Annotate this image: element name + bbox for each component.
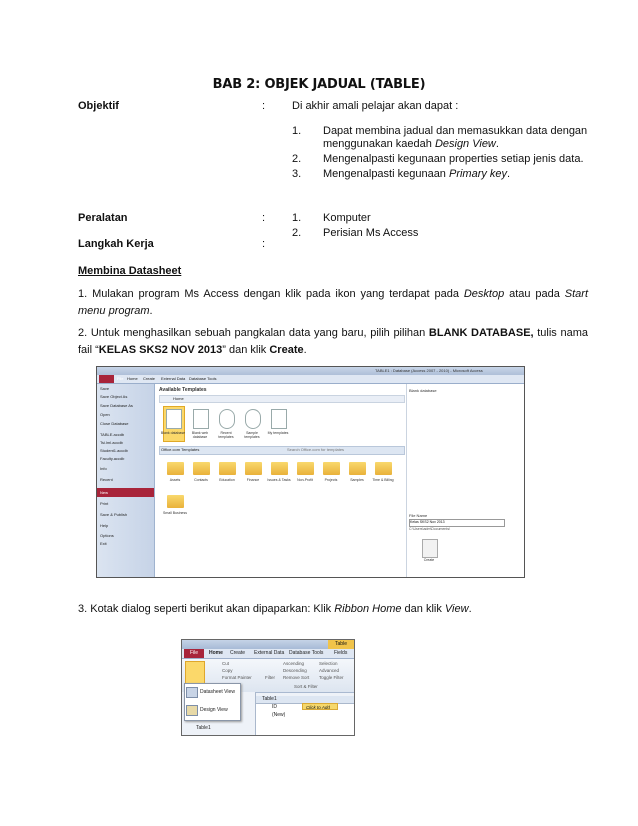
click-to-add-column: Click to Add (302, 703, 338, 710)
folder-icon (349, 462, 366, 475)
chapter-title: BAB 2: OBJEK JADUAL (TABLE) (212, 77, 426, 92)
side-save-database-as: Save Database As (100, 403, 133, 408)
template-caption-5: My templates (267, 431, 289, 435)
side-recent-1: TABLE.accdb (100, 432, 125, 437)
tab-fields: Fields (334, 650, 348, 656)
tab-database-tools: Database Tools (189, 376, 217, 381)
side-save-object-as: Save Object As (100, 394, 128, 399)
folder-caption: Small Business (163, 511, 187, 515)
side-recent: Recent (100, 477, 113, 482)
sample-templates-icon (245, 409, 261, 429)
ribbon-format-painter: Format Painter (222, 675, 252, 680)
objektif-colon: : (262, 100, 266, 112)
file-name-label: File Name (409, 513, 428, 518)
table-tab: Table1 (262, 696, 277, 702)
folder-icon (271, 462, 288, 475)
tab-external-data: External Data (161, 376, 186, 381)
create-icon (422, 539, 438, 558)
new-row-cell: (New) (272, 712, 286, 718)
window-title: TABLE1 : Database (Access 2007 - 2010) - Microsoft Access (375, 368, 483, 373)
side-options: Options (100, 533, 114, 538)
tab-create: Create (230, 650, 246, 656)
blank-database-title: Blank database (409, 388, 437, 393)
blank-web-database-icon (193, 409, 209, 429)
side-help: Help (100, 523, 109, 528)
template-caption-2: Blank web database (191, 431, 209, 439)
ribbon-descending: Descending (283, 668, 307, 673)
folder-icon (245, 462, 262, 475)
objektif-label: Objektif (78, 100, 119, 112)
folder-caption: Samples (350, 478, 364, 482)
create-button-label: Create (423, 558, 435, 562)
side-recent-4: Faculty.accdb (100, 456, 125, 461)
template-caption-3: Recent templates (218, 431, 234, 439)
menu-datasheet-view: Datasheet View (200, 689, 235, 695)
tab-file: File (117, 376, 124, 381)
ribbon-copy: Copy (222, 668, 233, 673)
ribbon-toggle-filter: Toggle Filter (319, 675, 344, 680)
objektif-item-3: 3. Mengenalpasti kegunaan Primary key. (292, 168, 511, 180)
template-caption-1: Blank database (160, 431, 186, 435)
side-print: Print (100, 501, 109, 506)
datasheet-view-icon (186, 687, 198, 698)
file-name-input: Kelas SKS2 Nov 2013 (409, 519, 505, 527)
screenshot-new-database (96, 366, 525, 578)
step-3-text: 3. Kotak dialog seperti berikut akan dipaparkan: Klik Ribbon Home dan klik View. (78, 603, 472, 615)
side-close-database: Close Database (100, 421, 129, 426)
column-id: ID (272, 704, 277, 710)
peralatan-colon: : (262, 212, 266, 224)
home-breadcrumb: Home (173, 396, 184, 401)
folder-caption: Time & Billing (372, 478, 394, 482)
side-new: New (100, 490, 109, 495)
peralatan-content (292, 212, 592, 242)
section-heading: Membina Datasheet (78, 265, 182, 277)
file-path: C:\Users\adm\Documents\ (409, 527, 451, 531)
folder-caption: Projects (324, 478, 338, 482)
nav-table1: Table1 (196, 725, 211, 731)
langkah-label: Langkah Kerja (78, 238, 154, 250)
folder-caption: Assets (169, 478, 181, 482)
tab-create: Create (143, 376, 156, 381)
search-templates-input: Search Office.com for templates (287, 447, 345, 452)
available-templates-title: Available Templates (159, 387, 207, 393)
folder-caption: Finance (246, 478, 260, 482)
ribbon-advanced: Advanced (319, 668, 340, 673)
langkah-colon: : (262, 238, 266, 250)
blank-database-icon (166, 409, 182, 429)
office-templates-label: Office.com Templates (161, 447, 200, 452)
ribbon-cut: Cut (222, 661, 230, 666)
folder-icon (297, 462, 314, 475)
side-save-publish: Save & Publish (100, 512, 128, 517)
ribbon-filter: Filter (265, 675, 275, 680)
recent-templates-icon (219, 409, 235, 429)
side-exit: Exit (100, 541, 107, 546)
menu-design-view: Design View (200, 707, 228, 713)
step-1-text: 1. Mulakan program Ms Access dengan klik pada ikon yang terdapat pada Desktop atau pada Start menu program. (78, 288, 588, 317)
folder-icon (193, 462, 210, 475)
ribbon-ascending: Ascending (283, 661, 305, 666)
templates-nav-bar (159, 395, 405, 403)
tab-external-data: External Data (254, 650, 285, 656)
tab-file: File (184, 649, 204, 658)
objektif-content (292, 100, 592, 183)
side-save: Save (100, 386, 110, 391)
folder-icon (167, 495, 184, 508)
side-info: Info (100, 466, 107, 471)
folder-icon (323, 462, 340, 475)
ribbon-remove-sort: Remove Sort (283, 675, 310, 680)
folder-caption: Contacts (194, 478, 208, 482)
folder-icon (219, 462, 236, 475)
objektif-intro: Di akhir amali pelajar akan dapat : (292, 100, 459, 112)
folder-caption: Non-Profit (297, 478, 313, 482)
peralatan-item-1: 1. Komputer (292, 212, 371, 224)
folder-icon (375, 462, 392, 475)
screenshot-view-menu (181, 639, 355, 736)
peralatan-label: Peralatan (78, 212, 128, 224)
folder-icon (167, 462, 184, 475)
side-recent-2: Tsi.lml.accdb (100, 440, 123, 445)
file-tab (99, 375, 114, 383)
peralatan-item-2: 2. Perisian Ms Access (292, 227, 419, 239)
folder-caption: Issues & Tasks (267, 478, 291, 482)
template-caption-4: Sample templates (244, 431, 260, 439)
tab-home: Home (127, 376, 138, 381)
side-open: Open (100, 412, 110, 417)
folder-caption: Education (219, 478, 235, 482)
table-tools-tab: Table (328, 640, 354, 649)
tab-home: Home (209, 650, 223, 656)
objektif-item-1: 1. Dapat membina jadual dan memasukkan data dengan menggunakan kaedah Design View. (292, 125, 588, 150)
objektif-item-2: 2. Mengenalpasti kegunaan properties setiap jenis data. (292, 153, 584, 165)
step-2-text: 2. Untuk menghasilkan sebuah pangkalan data yang baru, pilih pilihan BLANK DATABASE, tulis nama fail “KELAS SKS2 NOV 2013” dan klik Create. (78, 327, 588, 356)
tab-database-tools: Database Tools (289, 650, 324, 656)
my-templates-icon (271, 409, 287, 429)
ribbon-group-sort-filter: Sort & Filter (294, 684, 318, 689)
side-recent-3: Student1.accdb (100, 448, 128, 453)
ribbon-selection: Selection (319, 661, 338, 666)
design-view-icon (186, 705, 198, 716)
